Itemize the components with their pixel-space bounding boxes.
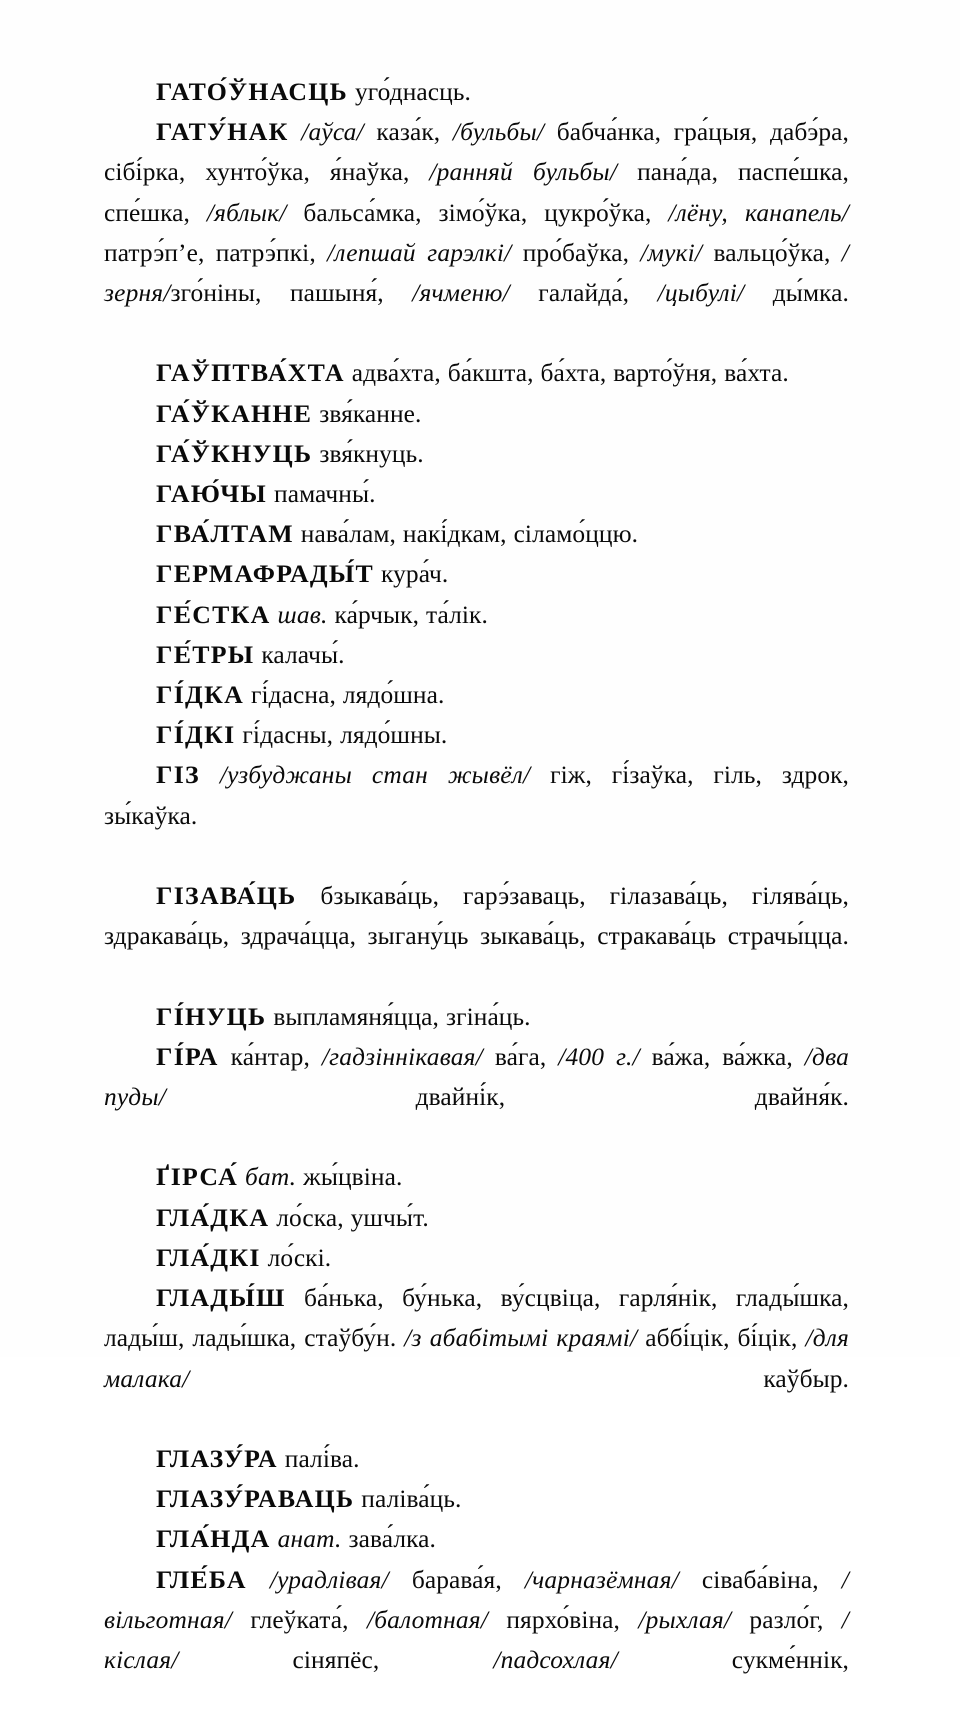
entry-headword: ГІ́НУЦЬ [156, 1001, 267, 1031]
entry-body: звя́кнуць. [312, 439, 424, 468]
dictionary-entry [104, 997, 849, 1037]
dictionary-entry [104, 876, 849, 997]
entry-headword: ГАЮ́ЧЫ [156, 479, 268, 509]
entry-body: палі́ва. [277, 1444, 360, 1473]
entry-headword: ГІ́ДКІ [156, 720, 236, 750]
dictionary-entry [104, 434, 849, 474]
dictionary-entry [104, 474, 849, 514]
dictionary-entry [104, 72, 849, 112]
dictionary-entry [104, 635, 849, 675]
entry-headword: ГЛЕ́БА [156, 1564, 247, 1594]
entry-context: /урадлівая/ [269, 1565, 389, 1594]
dictionary-entry [104, 514, 849, 554]
entry-context: /для малака/ [104, 1324, 850, 1393]
entry-body: шав. ка́рчык, та́лік. [277, 600, 488, 629]
dictionary-entry [104, 394, 849, 434]
entry-headword: ГЛА́ДКІ [156, 1242, 261, 1272]
dictionary-entry [104, 1560, 849, 1720]
entry-headword: ГАТУ́НАК [156, 117, 289, 147]
entry-headword: ГВА́ЛТАМ [156, 519, 294, 549]
entry-context: /два пуды/ [104, 1042, 850, 1112]
entry-abbrev: бат. [244, 1163, 297, 1192]
entry-context: /лёну, канапель/ [668, 198, 849, 227]
entry-body: выпламяня́цца, згіна́ць. [266, 1002, 531, 1031]
entry-abbrev: шав. [277, 600, 328, 629]
entry-headword: ГІЗ [156, 760, 200, 790]
text-column [104, 72, 849, 1720]
entry-context: /гадзіннікавая/ [321, 1042, 483, 1071]
entry-context: /рыхлая/ [638, 1605, 732, 1634]
entry-headword: ГЛА́НДА [156, 1524, 271, 1554]
entry-headword: ГЛА́ДКА [156, 1202, 270, 1232]
dictionary-entry [104, 1238, 849, 1278]
entry-context: /бульбы/ [452, 118, 545, 147]
dictionary-entry [104, 1198, 849, 1238]
entry-body: ка́нтар, /гадзіннікавая/ ва́га, /400 г./ ва́жа, ва́жка, /два пуды/ двайні́к, двайня́к. [104, 1042, 850, 1112]
entry-context: /чарназёмная/ [524, 1565, 679, 1594]
dictionary-entry [104, 1037, 849, 1158]
entry-headword: ГІ́РА [156, 1041, 219, 1071]
entry-body: /аўса/ каза́к, /бульбы/ бабча́нка, гра́цыя, дабэ́ра, сібі́рка, хунто́ўка, я́наўка, /ранняй бульбы/ пана́да, паспе́шка, спе́шка, /яблык/ бальса́мка, зімо́ўка, цукро́ўка, /лёну, канапель/ патрэ́п’е, патрэ́пкі, /лепшай гарэлкі/ про́баўка, /мукі/ вальцо́ўка, /зерня/зго́ніны, пашыня́, /ячменю/ галайда́, /цыбулі/ ды́мка. [104, 118, 850, 308]
entry-body: нава́лам, накі́дкам, сіламо́ццю. [293, 520, 639, 549]
dictionary-entry [104, 353, 849, 393]
dictionary-entry [104, 715, 849, 755]
dictionary-entry [104, 1479, 849, 1519]
dictionary-entry [104, 554, 849, 594]
entry-body: ло́скі. [260, 1243, 332, 1272]
entry-context: /мукі/ [640, 238, 703, 267]
entry-body: калачы́. [254, 640, 345, 669]
entry-body: ба́нька, бу́нька, ву́сцвіца, гарля́нік, глады́шка, лады́ш, лады́шка, стаўбу́н. /з абабітымі краямі/ аббі́цік, бі́цік, /для малака/ каўбыр. [104, 1284, 850, 1393]
dictionary-entry [104, 595, 849, 635]
entry-body: памачны́. [267, 480, 376, 509]
dictionary-entry [104, 1157, 849, 1197]
entry-context: /аўса/ [301, 118, 364, 147]
entry-context: /падсохлая/ [493, 1645, 618, 1674]
entry-body: ло́ска, ушчы́т. [269, 1203, 429, 1232]
entry-body: /узбуджаны стан жывёл/ гіж, гі́заўка, гіль, здрок, зы́каўка. [104, 761, 849, 830]
entry-context: /балотная/ [366, 1605, 489, 1634]
entry-headword: ГА́ЎКАННЕ [156, 398, 313, 428]
entry-body: гі́дасны, лядо́шны. [235, 721, 448, 750]
entry-context: /ячменю/ [412, 279, 510, 308]
entry-context: /цыбулі/ [657, 279, 745, 308]
entry-context: /вільготная/ [104, 1565, 849, 1634]
entry-headword: ГАТО́ЎНАСЦЬ [156, 77, 348, 106]
entry-headword: ҐІРСА́ [156, 1162, 239, 1192]
dictionary-entry [104, 112, 849, 353]
entry-body: /урадлівая/ барава́я, /чарназёмная/ сіваба́віна, /вільготная/ глеўката́, /балотная/ пярхо́віна, /рыхлая/ разло́г, /кіслая/ сіняпёс, /падсохлая/ сукме́ннік, [104, 1565, 850, 1674]
entry-headword: ГЕРМАФРАДЫ́Т [156, 559, 375, 589]
entry-context: /ранняй бульбы/ [429, 158, 618, 187]
entry-context: /зерня/ [104, 238, 849, 308]
entry-context: /лепшай гарэлкі/ [327, 238, 512, 267]
entry-headword: ГЕ́ТРЫ [156, 639, 255, 669]
entry-context: /з абабітымі краямі/ [404, 1324, 638, 1353]
entry-context: /узбуджаны стан жывёл/ [219, 761, 531, 790]
dictionary-entry [104, 1278, 849, 1439]
entry-body: бат. жы́цвіна. [244, 1163, 403, 1192]
entry-body: уго́днасць. [348, 78, 471, 106]
dictionary-entry [104, 1439, 849, 1479]
entry-headword: ГЛАЗУ́РА [156, 1443, 278, 1473]
entry-headword: ГЛАДЫ́Ш [156, 1283, 286, 1313]
entry-body: адва́хта, ба́кшта, ба́хта, варто́ўня, ва́хта. [344, 359, 789, 388]
dictionary-entry [104, 1519, 849, 1559]
entry-body: паліва́ць. [354, 1485, 462, 1514]
entry-headword: ГЛАЗУ́РАВАЦЬ [156, 1484, 355, 1514]
entry-headword: ГІЗАВА́ЦЬ [156, 881, 297, 911]
dictionary-entry [104, 755, 849, 876]
entry-headword: ГІ́ДКА [156, 680, 245, 710]
entry-abbrev: анат. [277, 1525, 342, 1554]
entry-headword: ГЕ́СТКА [156, 599, 271, 629]
entry-headword: ГА́ЎКНУЦЬ [156, 438, 313, 468]
entry-body: гі́дасна, лядо́шна. [244, 681, 445, 710]
entry-body: бзыкава́ць, гарэ́заваць, гілазава́ць, гілява́ць, здракава́ць, здрача́цца, зыгану́ць зыкава́ць, стракава́ць страчы́цца. [104, 882, 849, 951]
entry-body: звя́канне. [312, 399, 422, 428]
dictionary-entry [104, 675, 849, 715]
entry-body: кура́ч. [374, 560, 449, 589]
entry-headword: ГАЎПТВА́ХТА [156, 358, 345, 388]
entry-context: /яблык/ [206, 198, 287, 227]
entry-body: анат. зава́лка. [277, 1525, 436, 1554]
entry-context: /кіслая/ [104, 1605, 849, 1674]
entry-context: /400 г./ [558, 1042, 640, 1071]
